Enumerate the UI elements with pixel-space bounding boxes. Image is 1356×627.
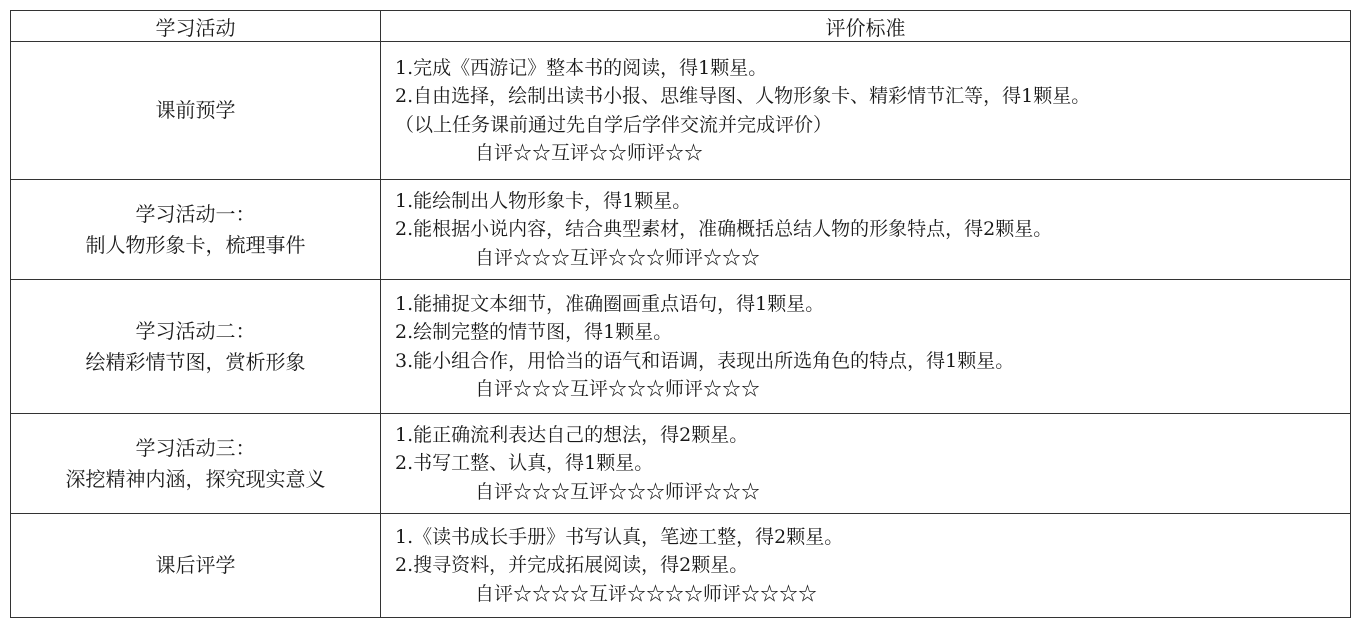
criteria-cell bbox=[381, 42, 1351, 180]
activity-line: 学习活动二： bbox=[135, 318, 256, 343]
criteria-line: （以上任务课前通过先自学后学伴交流并完成评价） bbox=[395, 113, 833, 136]
criteria-line: 3.能小组合作，用恰当的语气和语调，表现出所选角色的特点，得1颗星。 bbox=[395, 349, 1015, 372]
activity-line: 课后评学 bbox=[155, 553, 236, 577]
activity-cell bbox=[11, 414, 381, 514]
table-header-row bbox=[11, 11, 1351, 42]
header-criteria: 评价标准 bbox=[381, 11, 1351, 42]
rating-line: 自评☆☆☆互评☆☆☆师评☆☆☆ bbox=[475, 480, 761, 503]
activity-cell bbox=[11, 180, 381, 280]
table-row bbox=[11, 42, 1351, 180]
activity-line: 课前预学 bbox=[155, 98, 236, 122]
rating-line: 自评☆☆☆互评☆☆☆师评☆☆☆ bbox=[475, 246, 761, 269]
criteria-line: 2.绘制完整的情节图，得1颗星。 bbox=[395, 321, 673, 343]
criteria-line: 2.能根据小说内容，结合典型素材，准确概括总结人物的形象特点，得2颗星。 bbox=[395, 218, 1053, 241]
criteria-line: 1.《读书成长手册》书写认真，笔迹工整，得2颗星。 bbox=[395, 525, 844, 548]
rating-line: 自评☆☆☆互评☆☆☆师评☆☆☆ bbox=[475, 378, 761, 400]
activity-cell bbox=[11, 42, 381, 180]
activity-line: 学习活动三： bbox=[135, 435, 256, 460]
criteria-line: 2.搜寻资料，并完成拓展阅读，得2颗星。 bbox=[395, 554, 749, 577]
activity-cell bbox=[11, 514, 381, 618]
table-row bbox=[11, 280, 1351, 414]
criteria-cell bbox=[381, 180, 1351, 280]
criteria-line: 2.书写工整、认真，得1颗星。 bbox=[395, 452, 654, 475]
activity-line: 学习活动一： bbox=[135, 201, 256, 226]
table-row bbox=[11, 180, 1351, 280]
activity-line: 深挖精神内涵，探究现实意义 bbox=[65, 466, 326, 491]
header-activity: 学习活动 bbox=[11, 11, 381, 42]
criteria-line: 1.完成《西游记》整本书的阅读，得1颗星。 bbox=[395, 56, 768, 79]
criteria-cell bbox=[381, 280, 1351, 414]
criteria-line: 1.能绘制出人物形象卡，得1颗星。 bbox=[395, 189, 692, 212]
activity-line: 制人物形象卡，梳理事件 bbox=[85, 232, 306, 257]
criteria-cell bbox=[381, 514, 1351, 618]
table-row bbox=[11, 414, 1351, 514]
table-row bbox=[11, 514, 1351, 618]
rating-line: 自评☆☆☆☆互评☆☆☆☆师评☆☆☆☆ bbox=[475, 582, 818, 605]
evaluation-table bbox=[10, 10, 1351, 618]
criteria-cell bbox=[381, 414, 1351, 514]
activity-cell bbox=[11, 280, 381, 414]
criteria-line: 2.自由选择，绘制出读书小报、思维导图、人物形象卡、精彩情节汇等，得1颗星。 bbox=[395, 85, 1091, 107]
criteria-line: 1.能正确流利表达自己的想法，得2颗星。 bbox=[395, 423, 749, 446]
rating-line: 自评☆☆互评☆☆师评☆☆ bbox=[475, 142, 704, 164]
criteria-line: 1.能捕捉文本细节，准确圈画重点语句，得1颗星。 bbox=[395, 292, 825, 315]
activity-line: 绘精彩情节图，赏析形象 bbox=[85, 349, 306, 374]
